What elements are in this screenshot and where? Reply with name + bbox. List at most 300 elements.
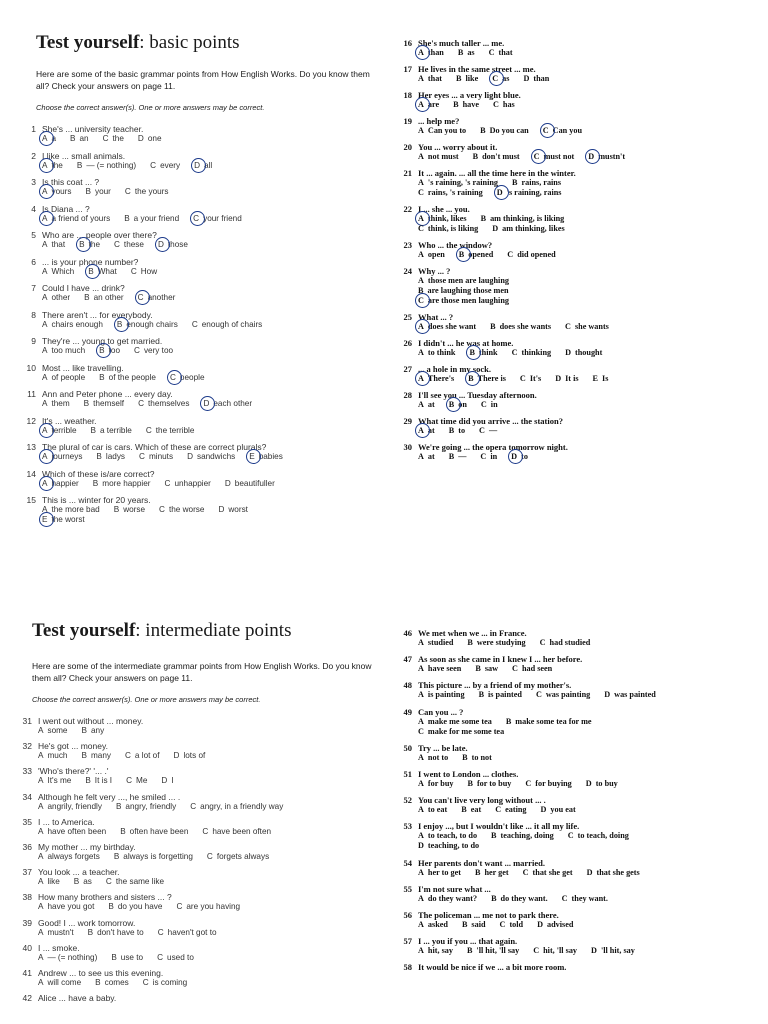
answer-option[interactable] xyxy=(540,638,591,648)
answer-option[interactable] xyxy=(418,452,435,462)
option-text: It is xyxy=(565,374,579,383)
answer-option[interactable] xyxy=(462,920,486,930)
answer-option[interactable] xyxy=(593,374,609,384)
option-text: 's raining, rains xyxy=(506,188,562,197)
answer-option[interactable] xyxy=(418,805,447,815)
answer-option[interactable] xyxy=(42,399,70,409)
answer-option[interactable] xyxy=(537,920,573,930)
option-letter: A xyxy=(418,946,424,956)
option-letter: C xyxy=(499,919,506,929)
answer-option[interactable] xyxy=(568,831,629,841)
answer-option[interactable] xyxy=(418,946,453,956)
answer-option-circled[interactable] xyxy=(88,267,117,277)
option-letter: B xyxy=(115,801,122,811)
answer-option[interactable] xyxy=(159,505,204,515)
answer-option[interactable] xyxy=(111,953,143,963)
answer-option[interactable] xyxy=(38,953,97,963)
option-text: was painted xyxy=(614,690,656,700)
answer-option-circled[interactable] xyxy=(158,240,188,250)
answer-option[interactable] xyxy=(158,928,217,938)
option-letter: A xyxy=(42,187,48,196)
answer-option-circled[interactable] xyxy=(418,322,476,332)
option-text: 'll hit, 'll say xyxy=(476,946,520,956)
answer-option[interactable] xyxy=(134,346,173,356)
answer-option[interactable] xyxy=(591,946,635,956)
answer-option[interactable] xyxy=(418,152,459,162)
option-text: your friend xyxy=(203,213,242,223)
answer-option[interactable] xyxy=(114,852,193,862)
answer-option[interactable] xyxy=(506,717,592,727)
answer-option[interactable] xyxy=(96,452,125,462)
answer-option[interactable] xyxy=(176,902,240,912)
question-item xyxy=(14,389,297,409)
option-text: not must xyxy=(427,152,459,161)
option-text: make for me some tea xyxy=(427,726,505,736)
answer-option[interactable] xyxy=(449,426,465,436)
answer-option[interactable] xyxy=(114,240,144,250)
answer-option[interactable] xyxy=(192,320,262,330)
answer-option[interactable] xyxy=(565,348,602,358)
answer-option[interactable] xyxy=(418,779,453,789)
option-text: to not xyxy=(471,752,492,762)
answer-option[interactable] xyxy=(38,802,102,812)
answer-option[interactable] xyxy=(491,894,548,904)
option-text: the xyxy=(88,240,100,249)
answer-option[interactable] xyxy=(131,267,157,277)
answer-option[interactable] xyxy=(418,74,442,84)
answer-option[interactable] xyxy=(38,978,81,988)
option-letter: C xyxy=(533,152,540,161)
answer-option[interactable] xyxy=(126,776,147,786)
option-letter: C xyxy=(519,374,526,383)
answer-option[interactable] xyxy=(481,400,498,410)
option-letter: C xyxy=(130,266,137,276)
option-letter: A xyxy=(38,877,44,887)
question-item xyxy=(14,230,297,250)
question-prompt: You can't live very long without ... . xyxy=(418,795,546,806)
answer-option[interactable] xyxy=(42,267,74,277)
answer-option-circled[interactable] xyxy=(418,100,439,110)
answer-option[interactable] xyxy=(493,100,515,110)
answer-option-circled[interactable] xyxy=(469,348,497,358)
option-text: to xyxy=(458,426,466,435)
option-text: a lot of xyxy=(134,751,160,761)
answer-option[interactable] xyxy=(418,664,461,674)
option-letter: C xyxy=(535,690,542,700)
answer-option[interactable] xyxy=(418,126,466,136)
answer-option-circled[interactable] xyxy=(511,452,528,462)
option-text: eating xyxy=(505,805,527,815)
option-letter: C xyxy=(176,902,183,912)
answer-option[interactable] xyxy=(523,868,573,878)
answer-option[interactable] xyxy=(84,399,124,409)
answer-option-circled[interactable] xyxy=(468,374,506,384)
answer-option[interactable] xyxy=(42,320,103,330)
answer-option[interactable] xyxy=(139,452,173,462)
option-text: for buying xyxy=(535,778,572,788)
option-text: teaching, doing xyxy=(500,831,554,841)
answer-option[interactable] xyxy=(512,348,552,358)
question-text xyxy=(390,240,639,250)
question-text xyxy=(14,469,297,479)
answer-option[interactable] xyxy=(467,946,519,956)
answer-option[interactable] xyxy=(95,978,129,988)
answer-option-circled[interactable] xyxy=(543,126,582,136)
answer-option[interactable] xyxy=(116,802,176,812)
option-letter: B xyxy=(461,805,467,815)
option-letter: A xyxy=(42,452,48,461)
answer-option[interactable] xyxy=(418,286,509,296)
answer-option[interactable] xyxy=(418,894,477,904)
answer-option-circled[interactable] xyxy=(117,320,178,330)
answer-option[interactable] xyxy=(93,479,151,489)
answer-options xyxy=(390,74,639,84)
answer-options xyxy=(390,178,639,188)
question-prompt: Most ... like travelling. xyxy=(42,362,124,373)
answer-option[interactable] xyxy=(479,690,522,700)
answer-option[interactable] xyxy=(88,928,144,938)
answer-option[interactable] xyxy=(453,100,479,110)
answer-options xyxy=(10,902,297,912)
option-text: 'll hit, say xyxy=(600,946,635,956)
option-letter: B xyxy=(85,187,91,196)
answer-option-circled[interactable] xyxy=(42,452,82,462)
answer-option-circled[interactable] xyxy=(588,152,625,162)
answer-option[interactable] xyxy=(586,779,618,789)
section-instruction: Choose the correct answer(s). One or more answers may be correct. xyxy=(36,103,265,112)
answer-option[interactable] xyxy=(492,224,564,234)
answer-option[interactable] xyxy=(225,479,275,489)
answer-option[interactable] xyxy=(418,276,509,286)
answer-option-circled[interactable] xyxy=(42,479,79,489)
option-letter: C xyxy=(139,452,145,461)
answer-option[interactable] xyxy=(42,240,65,250)
answer-option[interactable] xyxy=(418,348,455,358)
answer-option[interactable] xyxy=(587,868,640,878)
question-text xyxy=(14,283,297,293)
question-prompt: Who ... the window? xyxy=(418,240,493,250)
answer-option[interactable] xyxy=(418,717,492,727)
option-text: they want. xyxy=(571,893,608,903)
question-number: 57 xyxy=(403,936,412,947)
answer-option[interactable] xyxy=(42,346,85,356)
answer-option[interactable] xyxy=(489,48,513,58)
question-item xyxy=(390,962,670,972)
answer-option[interactable] xyxy=(85,776,112,786)
option-text: thought xyxy=(575,348,603,357)
option-letter: A xyxy=(418,48,424,57)
option-letter: C xyxy=(561,893,568,903)
answer-option[interactable] xyxy=(91,426,132,436)
answer-option[interactable] xyxy=(418,753,448,763)
answer-options xyxy=(390,664,670,674)
question-item xyxy=(390,64,639,84)
answer-option[interactable] xyxy=(114,505,145,515)
answer-option[interactable] xyxy=(418,178,498,188)
answer-option[interactable] xyxy=(520,374,541,384)
answer-option[interactable] xyxy=(42,373,85,383)
answer-option[interactable] xyxy=(42,293,70,303)
option-letter: B xyxy=(111,952,117,962)
option-letter: B xyxy=(458,250,465,259)
question-number: 55 xyxy=(403,883,412,894)
answer-option[interactable] xyxy=(165,479,211,489)
answer-option-circled[interactable] xyxy=(203,399,252,409)
answer-option[interactable] xyxy=(500,920,524,930)
option-letter: C xyxy=(142,977,149,987)
answer-option[interactable] xyxy=(562,894,608,904)
answer-option[interactable] xyxy=(490,322,551,332)
question-text xyxy=(14,336,297,346)
answer-option[interactable] xyxy=(473,152,520,162)
answer-option[interactable] xyxy=(533,946,577,956)
answer-option[interactable] xyxy=(418,250,445,260)
option-letter: A xyxy=(418,638,424,647)
answer-option[interactable] xyxy=(525,779,571,789)
option-text: the worst xyxy=(51,515,85,524)
answer-option-circled[interactable] xyxy=(194,161,212,171)
answer-option[interactable] xyxy=(190,802,283,812)
option-letter: A xyxy=(42,319,48,329)
answer-option-circled[interactable] xyxy=(497,188,562,198)
option-text: make some tea for me xyxy=(515,716,592,726)
answer-option[interactable] xyxy=(103,134,124,144)
option-letter: C xyxy=(193,213,200,223)
question-prompt: Who are ... people over there? xyxy=(42,230,157,240)
option-letter: B xyxy=(466,946,473,956)
question-text xyxy=(10,943,297,953)
option-text: mustn't xyxy=(47,927,74,937)
answer-option[interactable] xyxy=(418,224,478,234)
answer-option[interactable] xyxy=(479,426,497,436)
question-number: 42 xyxy=(22,993,32,1004)
option-letter: E xyxy=(592,374,599,383)
option-text: — (= nothing) xyxy=(86,160,137,170)
answer-option[interactable] xyxy=(418,831,477,841)
option-letter: D xyxy=(591,946,597,956)
option-letter: D xyxy=(585,778,592,788)
question-prompt: Andrew ... to see us this evening. xyxy=(38,967,164,978)
answer-option[interactable] xyxy=(512,178,561,188)
answer-option[interactable] xyxy=(38,852,100,862)
answer-option[interactable] xyxy=(99,373,156,383)
answer-option[interactable] xyxy=(106,877,164,887)
answer-option-circled[interactable] xyxy=(42,161,63,171)
answer-option[interactable] xyxy=(125,751,160,761)
question-prompt: It ... again. ... all the time here in the winter. xyxy=(418,168,576,178)
option-text: to xyxy=(521,452,528,461)
answer-option[interactable] xyxy=(157,953,194,963)
answer-option[interactable] xyxy=(38,928,74,938)
answer-option-circled[interactable] xyxy=(418,214,467,224)
option-text: any xyxy=(90,726,105,735)
option-letter: D xyxy=(604,690,611,700)
answer-option-circled[interactable] xyxy=(418,296,509,306)
answer-option[interactable] xyxy=(541,805,576,815)
answer-option-circled[interactable] xyxy=(42,214,110,224)
answer-option[interactable] xyxy=(84,293,124,303)
answer-option[interactable] xyxy=(475,664,498,674)
answer-option-circled[interactable] xyxy=(459,250,494,260)
option-text: Me xyxy=(136,776,148,786)
answer-option[interactable] xyxy=(138,134,162,144)
question-number: 53 xyxy=(403,821,412,832)
answer-option[interactable] xyxy=(202,827,271,837)
answer-option[interactable] xyxy=(120,827,188,837)
answer-option-circled[interactable] xyxy=(138,293,176,303)
answer-option[interactable] xyxy=(86,187,111,197)
option-text: like xyxy=(47,877,60,887)
question-number: 13 xyxy=(26,442,36,452)
answer-option[interactable] xyxy=(418,868,461,878)
question-column-right xyxy=(390,628,670,978)
question-text xyxy=(14,257,297,267)
answer-option[interactable] xyxy=(418,690,465,700)
answer-option-circled[interactable] xyxy=(170,373,205,383)
answer-option[interactable] xyxy=(536,690,590,700)
answer-option[interactable] xyxy=(74,877,92,887)
option-text: think, is liking xyxy=(427,224,479,233)
answer-option[interactable] xyxy=(418,638,453,648)
option-text: lots of xyxy=(183,751,206,761)
option-text: that xyxy=(498,48,513,57)
option-letter: C xyxy=(539,638,546,647)
option-text: to think xyxy=(427,348,456,357)
answer-option-circled[interactable] xyxy=(492,74,509,84)
question-column-left xyxy=(14,124,297,532)
option-text: too xyxy=(108,346,121,355)
option-letter: C xyxy=(507,250,514,259)
answer-option-circled[interactable] xyxy=(418,374,454,384)
answer-option-circled[interactable] xyxy=(99,346,120,356)
option-text: Is xyxy=(602,374,609,383)
option-text: many xyxy=(90,751,111,761)
answer-option[interactable] xyxy=(565,322,609,332)
answer-option[interactable] xyxy=(512,664,552,674)
answer-option-circled[interactable] xyxy=(249,452,283,462)
answer-option[interactable] xyxy=(174,751,206,761)
question-text xyxy=(10,892,297,902)
question-text xyxy=(390,769,670,779)
option-text: Which xyxy=(51,266,75,276)
answer-option[interactable] xyxy=(138,399,189,409)
answer-option[interactable] xyxy=(495,805,526,815)
option-text: her to get xyxy=(427,867,461,877)
option-text: not to xyxy=(427,752,449,762)
question-text xyxy=(390,116,639,126)
answer-option[interactable] xyxy=(143,978,188,988)
answer-option[interactable] xyxy=(481,214,565,224)
option-text: eat xyxy=(470,805,482,815)
answer-option[interactable] xyxy=(467,779,511,789)
answer-options xyxy=(10,953,297,963)
answer-option[interactable] xyxy=(38,877,60,887)
answer-options xyxy=(390,152,639,162)
question-prompt: Ann and Peter phone ... every day. xyxy=(42,389,173,399)
answer-option[interactable] xyxy=(38,776,71,786)
question-prompt: Which of these is/are correct? xyxy=(42,468,155,479)
answer-option[interactable] xyxy=(480,126,529,136)
question-item xyxy=(390,884,670,904)
option-letter: D xyxy=(194,160,201,170)
option-text: is painting xyxy=(427,690,465,700)
answer-option[interactable] xyxy=(418,727,504,737)
question-text xyxy=(390,142,639,152)
answer-option[interactable] xyxy=(462,753,492,763)
answer-option[interactable] xyxy=(77,161,136,171)
answer-option[interactable] xyxy=(82,726,105,736)
answer-option[interactable] xyxy=(187,452,235,462)
answer-option[interactable] xyxy=(449,452,467,462)
option-letter: C xyxy=(134,346,140,355)
answer-option[interactable] xyxy=(82,751,112,761)
question-column-right xyxy=(390,38,639,468)
answer-option[interactable] xyxy=(456,74,478,84)
answer-option-circled[interactable] xyxy=(79,240,100,250)
answer-option-circled[interactable] xyxy=(418,426,435,436)
answer-option-circled[interactable] xyxy=(534,152,575,162)
answer-option[interactable] xyxy=(461,805,481,815)
answer-option[interactable] xyxy=(70,134,89,144)
question-prompt: This is ... winter for 20 years. xyxy=(42,495,151,505)
answer-option[interactable] xyxy=(467,638,525,648)
answer-option[interactable] xyxy=(418,188,483,198)
answer-option-circled[interactable] xyxy=(449,400,467,410)
answer-option[interactable] xyxy=(555,374,578,384)
answer-option[interactable] xyxy=(146,426,195,436)
question-item xyxy=(10,867,297,887)
option-letter: C xyxy=(480,452,487,461)
answer-option[interactable] xyxy=(523,74,549,84)
option-text: angrily, friendly xyxy=(47,801,102,811)
answer-option[interactable] xyxy=(418,920,448,930)
answer-option[interactable] xyxy=(475,868,509,878)
answer-option[interactable] xyxy=(38,726,68,736)
answer-option[interactable] xyxy=(458,48,475,58)
answer-option[interactable] xyxy=(491,831,554,841)
question-prompt: They're ... young to get married. xyxy=(42,336,163,346)
answer-option[interactable] xyxy=(604,690,656,700)
answer-option-circled[interactable] xyxy=(42,426,77,436)
answer-option[interactable] xyxy=(480,452,497,462)
option-text: she wants xyxy=(574,322,609,331)
answer-option-circled[interactable] xyxy=(42,515,85,525)
answer-option-circled[interactable] xyxy=(193,214,242,224)
answer-option[interactable] xyxy=(218,505,247,515)
answer-option[interactable] xyxy=(38,751,68,761)
answer-option[interactable] xyxy=(150,161,180,171)
question-number: 26 xyxy=(403,338,412,348)
answer-option-circled[interactable] xyxy=(42,187,72,197)
answer-option[interactable] xyxy=(418,400,435,410)
option-letter: D xyxy=(418,841,424,851)
answer-option[interactable] xyxy=(125,187,169,197)
answer-option[interactable] xyxy=(108,902,162,912)
question-text xyxy=(390,390,639,400)
answer-option[interactable] xyxy=(161,776,173,786)
answer-option[interactable] xyxy=(207,852,269,862)
option-letter: C xyxy=(137,293,144,302)
answer-option[interactable] xyxy=(418,841,479,851)
answer-option[interactable] xyxy=(38,902,94,912)
answer-options xyxy=(390,638,670,648)
answer-option[interactable] xyxy=(124,214,179,224)
answer-option[interactable] xyxy=(38,827,106,837)
answer-option-circled[interactable] xyxy=(42,134,56,144)
answer-option-circled[interactable] xyxy=(418,48,444,58)
answer-option[interactable] xyxy=(507,250,555,260)
option-letter: B xyxy=(461,919,468,929)
